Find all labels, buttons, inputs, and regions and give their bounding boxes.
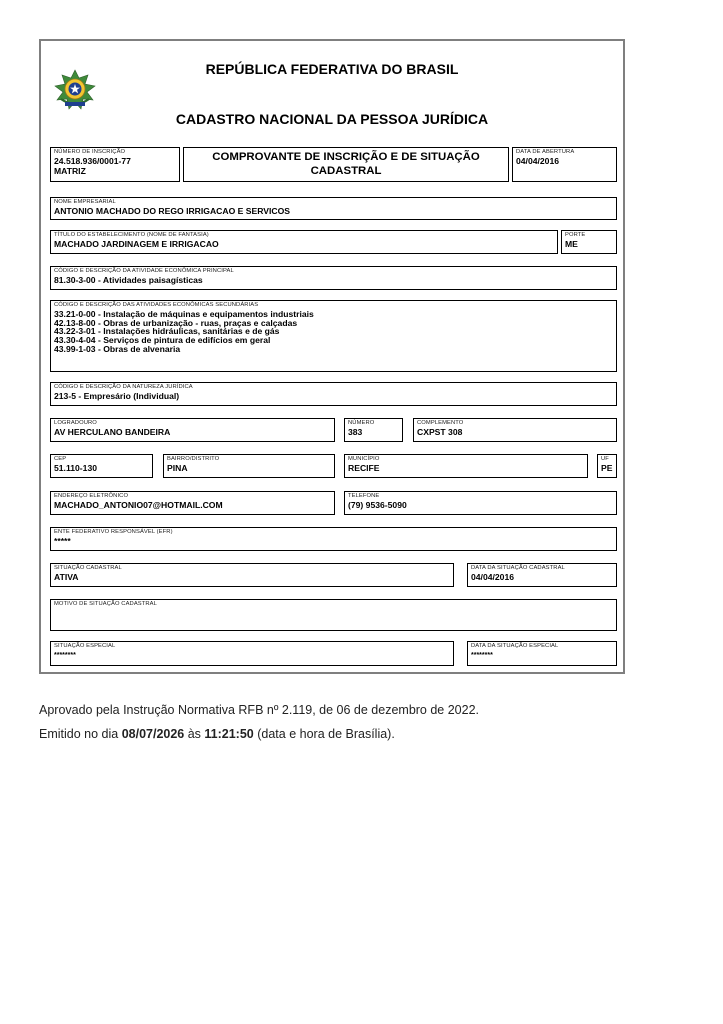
cep-value: 51.110-130 [54,463,98,473]
emission-mid: às [184,727,205,741]
comprovante-title [184,150,508,178]
uf-box [597,454,617,478]
natureza-value: 213-5 - Empresário (Individual) [54,391,180,401]
numero-label: NÚMERO [348,420,375,426]
data-situacao-box [467,563,617,587]
numero-value: 383 [348,427,363,437]
bairro-box [163,454,335,478]
abertura-value: 04/04/2016 [516,156,560,166]
cep-label: CEP [54,456,67,462]
atividades-secundarias-label: CÓDIGO E DESCRIÇÃO DAS ATIVIDADES ECONÔMICAS SECUNDÁRIAS [54,302,259,308]
telefone-label: TELEFONE [348,493,380,499]
abertura-label: DATA DE ABERTURA [516,149,575,155]
list-item: 42.13-8-00 - Obras de urbanização - ruas, praças e calçadas [54,317,298,328]
situacao-especial-value: ******** [54,652,76,659]
inscricao-number: 24.518.936/0001-77 [54,156,131,166]
atividades-secundarias-box [50,300,617,372]
republic-title: REPÚBLICA FEDERATIVA DO BRASIL [205,61,459,77]
list-item: 43.30-4-04 - Serviços de pintura de edifícios em geral [54,335,271,346]
nome-value: ANTONIO MACHADO DO REGO IRRIGACAO E SERVICOS [54,206,291,216]
inscricao-label: NÚMERO DE INSCRIÇÃO [54,149,126,155]
porte-label: PORTE [565,232,586,238]
motivo-box [50,599,617,631]
cnpj-document [39,39,625,674]
numero-box [344,418,403,442]
approval-text: Aprovado pela Instrução Normativa RFB nº 2.119, de 06 de dezembro de 2022. [39,703,480,717]
atividade-principal-label: CÓDIGO E DESCRIÇÃO DA ATIVIDADE ECONÔMICA PRINCIPAL [54,268,234,274]
uf-value: PE [601,463,613,473]
list-item: 43.22-3-01 - Instalações hidráulicas, sanitárias e de gás [54,326,280,337]
atividade-principal-value: 81.30-3-00 - Atividades paisagísticas [54,275,203,285]
list-item: 43.99-1-03 - Obras de alvenaria [54,343,181,354]
municipio-value: RECIFE [348,463,380,473]
comprovante-box [183,147,509,182]
emission-time: 11:21:50 [204,727,254,741]
email-label: ENDEREÇO ELETRÔNICO [54,493,129,499]
bairro-label: BAIRRO/DISTRITO [167,456,220,462]
atividades-secundarias-list [54,310,314,354]
efr-box [50,527,617,551]
atividade-principal-box [50,266,617,290]
data-situacao-especial-box [467,641,617,666]
data-situacao-especial-value: ******** [471,652,493,659]
email-value: MACHADO_ANTONIO07@HOTMAIL.COM [54,500,223,510]
logradouro-box [50,418,335,442]
situacao-box [50,563,454,587]
inscricao-type: MATRIZ [54,166,86,176]
nome-label: NOME EMPRESARIAL [54,199,116,205]
municipio-box [344,454,588,478]
emission-text [39,727,395,741]
logradouro-value: AV HERCULANO BANDEIRA [54,427,171,437]
uf-label: UF [601,456,609,462]
abertura-box [512,147,617,182]
natureza-label: CÓDIGO E DESCRIÇÃO DA NATUREZA JURÍDICA [54,384,193,390]
list-item: 33.21-0-00 - Instalação de máquinas e equipamentos industriais [54,309,314,319]
registry-title: CADASTRO NACIONAL DA PESSOA JURÍDICA [175,111,489,127]
fantasia-label: TÍTULO DO ESTABELECIMENTO (NOME DE FANTASIA) [54,232,209,238]
fantasia-value: MACHADO JARDINAGEM E IRRIGACAO [54,239,219,249]
data-situacao-value: 04/04/2016 [471,572,515,582]
motivo-label: MOTIVO DE SITUAÇÃO CADASTRAL [54,601,157,607]
situacao-especial-box [50,641,454,666]
emission-prefix: Emitido no dia [39,727,122,741]
complemento-value: CXPST 308 [417,427,463,437]
telefone-value: (79) 9536-5090 [348,500,407,510]
data-situacao-especial-label: DATA DA SITUAÇÃO ESPECIAL [471,643,559,649]
telefone-box [344,491,617,515]
inscricao-box [50,147,180,182]
situacao-value: ATIVA [54,572,79,582]
situacao-especial-label: SITUAÇÃO ESPECIAL [54,643,116,649]
nome-box [50,197,617,220]
situacao-label: SITUAÇÃO CADASTRAL [54,565,122,571]
efr-label: ENTE FEDERATIVO RESPONSÁVEL (EFR) [54,529,173,535]
fantasia-box [50,230,558,254]
bairro-value: PINA [167,463,188,473]
municipio-label: MUNICÍPIO [348,456,380,462]
complemento-label: COMPLEMENTO [417,420,464,426]
comprovante-line1: COMPROVANTE DE INSCRIÇÃO E DE SITUAÇÃO [212,151,480,163]
efr-value: ***** [54,536,71,546]
email-box [50,491,335,515]
comprovante-line2: CADASTRAL [310,165,382,177]
logradouro-label: LOGRADOURO [54,420,97,426]
natureza-box [50,382,617,406]
emission-suffix: (data e hora de Brasília). [253,727,395,741]
data-situacao-label: DATA DA SITUAÇÃO CADASTRAL [471,565,565,571]
cep-box [50,454,153,478]
porte-value: ME [565,239,578,249]
complemento-box [413,418,617,442]
porte-box [561,230,617,254]
emission-date: 08/07/2026 [121,727,185,741]
